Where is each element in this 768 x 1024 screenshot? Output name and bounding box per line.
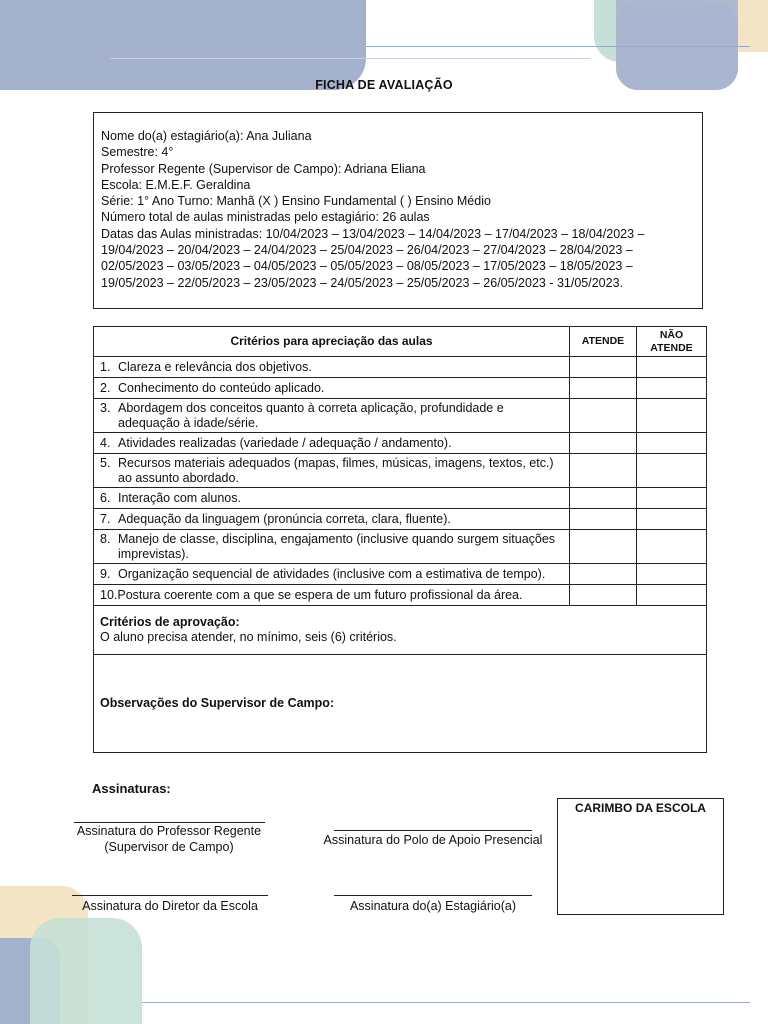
meets-cell[interactable]: [570, 564, 637, 585]
criterion-text: Abordagem dos conceitos quanto à correta aplicação, profundidade e adequação à idade/série.: [118, 400, 504, 430]
criterion-row: [94, 378, 707, 399]
criterion-number: 9.: [100, 566, 111, 581]
info-class-dates-3: 02/05/2023 – 03/05/2023 – 04/05/2023 – 05/05/2023 – 08/05/2023 – 17/05/2023 – 18/05/2023 –: [101, 259, 633, 274]
criterion-number: 4.: [100, 435, 111, 450]
school-stamp-box: [557, 798, 724, 915]
criterion-text: Adequação da linguagem (pronúncia correta, clara, fluente).: [118, 511, 451, 526]
meets-cell[interactable]: [570, 530, 637, 564]
header-rule: [366, 46, 750, 47]
meets-cell[interactable]: [570, 433, 637, 454]
info-intern-name: Nome do(a) estagiário(a): Ana Juliana: [101, 129, 312, 143]
meets-column-header: ATENDE: [570, 327, 637, 357]
not-meets-cell[interactable]: [637, 564, 707, 585]
footer-rule: [142, 1002, 750, 1003]
director-signature-label: Assinatura do Diretor da Escola: [82, 899, 258, 913]
info-semester: Semestre: 4°: [101, 145, 174, 160]
not-meets-cell[interactable]: [637, 530, 707, 564]
header-rule-short: [110, 58, 590, 59]
decor-green-shape-bottom: [30, 918, 142, 1024]
meets-cell[interactable]: [570, 357, 637, 378]
intern-signature-label: Assinatura do(a) Estagiário(a): [349, 899, 517, 913]
observations-row: [94, 655, 707, 753]
info-supervisor: Professor Regente (Supervisor de Campo): Adriana Eliana: [101, 161, 426, 176]
teacher-signature-subtitle: (Supervisor de Campo): [104, 840, 234, 854]
teacher-signature-label: [60, 823, 278, 855]
criterion-number: 5.: [100, 455, 111, 470]
not-meets-cell[interactable]: [637, 488, 707, 509]
meets-cell[interactable]: [570, 585, 637, 606]
meets-cell[interactable]: [570, 454, 637, 488]
not-meets-cell[interactable]: [637, 585, 707, 606]
meets-cell[interactable]: [570, 488, 637, 509]
not-meets-cell[interactable]: [637, 433, 707, 454]
criteria-column-header: Critérios para apreciação das aulas: [94, 327, 570, 357]
teacher-signature-title: Assinatura do Professor Regente: [76, 824, 262, 838]
criterion-number: 2.: [100, 380, 111, 395]
not-meets-column-header: NÃO ATENDE: [637, 327, 707, 357]
meets-cell[interactable]: [570, 399, 637, 433]
meets-cell[interactable]: [570, 378, 637, 399]
criterion-row: [94, 530, 707, 564]
not-meets-cell[interactable]: [637, 509, 707, 530]
intern-signature-line[interactable]: [334, 895, 532, 896]
criterion-row: [94, 509, 707, 530]
not-meets-cell[interactable]: [637, 454, 707, 488]
not-meets-cell[interactable]: [637, 399, 707, 433]
not-meets-cell[interactable]: [637, 357, 707, 378]
criterion-number: 3.: [100, 400, 111, 415]
criterion-number: 1.: [100, 359, 111, 374]
info-class-dates-1: Datas das Aulas ministradas: 10/04/2023 – 13/04/2023 – 14/04/2023 – 17/04/2023 – 18/04/2023 –: [101, 226, 645, 241]
criterion-row: [94, 585, 707, 606]
criterion-row: [94, 488, 707, 509]
criterion-row: [94, 357, 707, 378]
criterion-number: 7.: [100, 511, 111, 526]
criteria-header-row: [94, 327, 707, 357]
signatures-heading: Assinaturas:: [92, 781, 171, 796]
decor-blue-banner: [0, 0, 366, 90]
criterion-row: [94, 399, 707, 433]
approval-text: O aluno precisa atender, no mínimo, seis (6) critérios.: [100, 630, 397, 644]
info-class-dates-4: 19/05/2023 – 22/05/2023 – 23/05/2023 – 24/05/2023 – 25/05/2023 – 26/05/2023 - 31/05/2023.: [101, 275, 623, 290]
criterion-number: 8.: [100, 531, 111, 546]
director-signature-line[interactable]: [72, 895, 268, 896]
info-class-dates-2: 19/04/2023 – 20/04/2023 – 24/04/2023 – 25/04/2023 – 26/04/2023 – 27/04/2023 – 28/04/2023 –: [101, 243, 633, 258]
criterion-number: 6.: [100, 490, 111, 505]
school-stamp-label: CARIMBO DA ESCOLA: [575, 801, 706, 815]
criterion-text: Atividades realizadas (variedade / adequação / andamento).: [118, 435, 452, 450]
approval-label: Critérios de aprovação:: [100, 615, 240, 629]
meets-cell[interactable]: [570, 509, 637, 530]
criterion-text: Recursos materiais adequados (mapas, filmes, músicas, imagens, textos, etc.) ao assunto abordado.: [118, 455, 554, 485]
info-grade-shift: Série: 1° Ano Turno: Manhã (X ) Ensino Fundamental ( ) Ensino Médio: [101, 194, 491, 209]
approval-criteria-row: [94, 606, 707, 655]
criterion-row: [94, 564, 707, 585]
criterion-row: [94, 433, 707, 454]
observations-label: Observações do Supervisor de Campo:: [100, 696, 335, 710]
criterion-text: Clareza e relevância dos objetivos.: [118, 359, 312, 374]
criterion-row: [94, 454, 707, 488]
intern-info-box: [93, 112, 703, 309]
criterion-text: Organização sequencial de atividades (inclusive com a estimativa de tempo).: [118, 566, 546, 581]
not-meets-cell[interactable]: [637, 378, 707, 399]
polo-signature-line[interactable]: [334, 830, 532, 831]
polo-signature-label: Assinatura do Polo de Apoio Presencial: [323, 833, 543, 847]
criterion-text: Conhecimento do conteúdo aplicado.: [118, 380, 325, 395]
info-total-classes: Número total de aulas ministradas pelo estagiário: 26 aulas: [101, 210, 430, 225]
info-school: Escola: E.M.E.F. Geraldina: [101, 177, 251, 192]
criterion-text: Interação com alunos.: [118, 490, 241, 505]
page-title: FICHA DE AVALIAÇÃO: [315, 78, 453, 92]
criterion-text: Postura coerente com a que se espera de um futuro profissional da área.: [117, 587, 523, 602]
criterion-number: 10.: [100, 587, 118, 602]
criteria-table: [93, 326, 707, 753]
criterion-text: Manejo de classe, disciplina, engajamento (inclusive quando surgem situações imprevistas).: [118, 531, 556, 561]
